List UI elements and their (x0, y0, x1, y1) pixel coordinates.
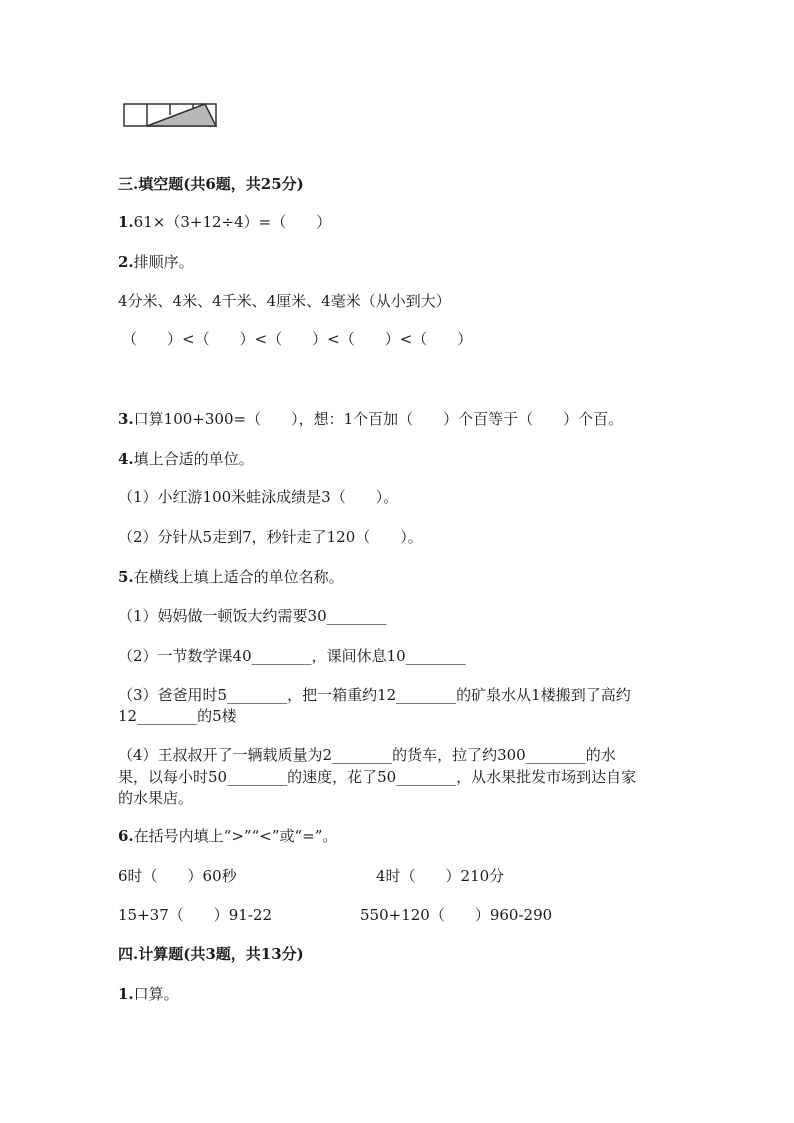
question-text: 排顺序。 (133, 253, 194, 271)
question-2-items: 4分米、4米、4千米、4厘米、4毫米（从小到大） (118, 292, 451, 310)
question-1 (118, 212, 331, 232)
partially-shaded-rectangle-figure (123, 103, 217, 127)
question-5-part-4-line-1: （4）王叔叔开了一辆载质量为2________的货车，拉了约300________的水 (118, 746, 616, 764)
question-4-part-2: （2）分针从5走到7，秒针走了120（ ）。 (118, 528, 423, 546)
section-3-title: 三.填空题(共6题，共25分) (118, 175, 304, 193)
question-number: 3. (118, 410, 134, 428)
question-6 (118, 826, 337, 846)
section-4-question-1 (118, 984, 179, 1004)
question-number: 1. (118, 213, 134, 231)
question-3 (118, 409, 623, 429)
question-text: 口算。 (133, 985, 179, 1003)
comparison-1: 6时（ ）60秒 (118, 867, 237, 885)
comparison-3: 15+37（ ）91-22 (118, 906, 272, 924)
comparison-4: 550+120（ ）960-290 (360, 906, 553, 924)
question-2-blanks: （ ）<（ ）<（ ）<（ ）<（ ） (122, 330, 473, 348)
question-number: 2. (118, 253, 134, 271)
question-5-part-2: （2）一节数学课40________，课间休息10________ (118, 647, 466, 665)
question-number: 5. (118, 568, 134, 586)
question-text: 填上合适的单位。 (133, 450, 254, 468)
question-5-part-1: （1）妈妈做一顿饭大约需要30________ (118, 607, 387, 625)
question-4-part-1: （1）小红游100米蛙泳成绩是3（ ）。 (118, 488, 399, 506)
question-2 (118, 252, 194, 272)
question-text: 口算100+300=（ ），想：1个百加（ ）个百等于（ ）个百。 (133, 410, 624, 428)
question-5 (118, 567, 344, 587)
question-text: 在括号内填上“>”“<”或“=”。 (133, 827, 338, 845)
question-text: 在横线上填上适合的单位名称。 (133, 568, 344, 586)
question-number: 6. (118, 827, 134, 845)
comparison-2: 4时（ ）210分 (376, 867, 505, 885)
question-5-part-4-line-3: 的水果店。 (118, 789, 194, 807)
question-5-part-4-line-2: 果，以每小时50________的速度，花了50________，从水果批发市场到达自家 (118, 768, 637, 786)
question-4 (118, 449, 254, 469)
question-5-part-3-line-2: 12________的5楼 (118, 707, 237, 725)
section-4-title: 四.计算题(共3题，共13分) (118, 945, 304, 963)
question-5-part-3-line-1: （3）爸爸用时5________，把一箱重约12________的矿泉水从1楼搬到了高约 (118, 686, 631, 704)
question-text: 61×（3+12÷4）=（ ） (133, 213, 332, 231)
question-number: 4. (118, 450, 134, 468)
question-number: 1. (118, 985, 134, 1003)
